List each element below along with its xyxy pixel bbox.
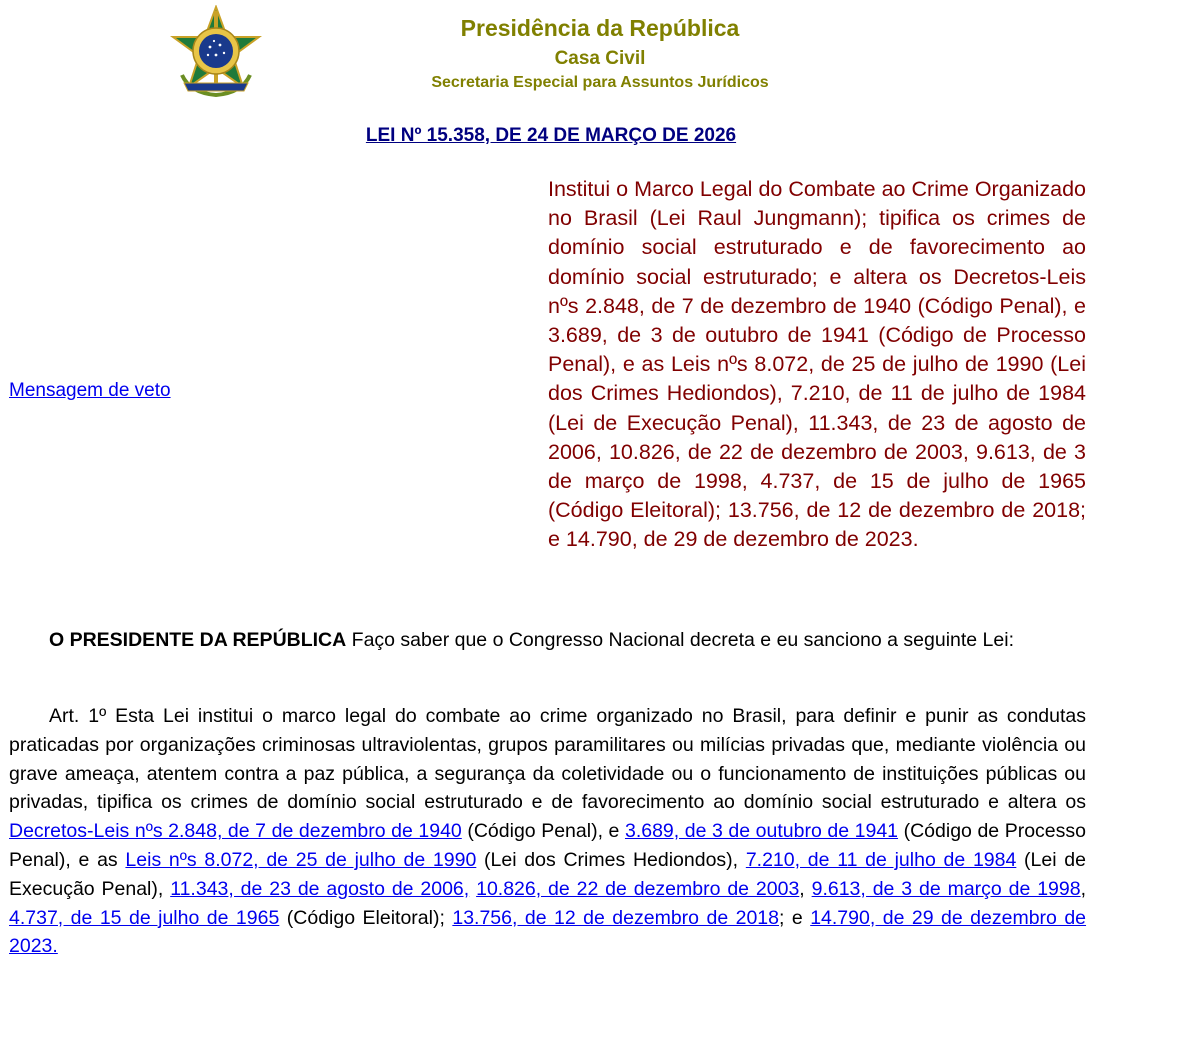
art1-text-4: (Lei de Execução Penal), (9, 848, 1086, 900)
link-decreto-3689[interactable]: 3.689, de 3 de outubro de 1941 (624, 820, 899, 843)
art1-text-2: (Código de Processo Penal), e as (9, 820, 1086, 871)
header-sub: Secretaria Especial para Assuntos Jurídicos (431, 74, 769, 91)
art1-text-8: ; e (779, 906, 811, 929)
link-lei-4737[interactable]: 4.737, de 15 de julho de 1965 (9, 906, 280, 929)
law-summary: Institui o Marco Legal do Combate ao Crime Organizado no Brasil (Lei Raul Jungmann); tipifica os crimes de domínio social estruturado e de favorecimento ao domínio social estruturado; e altera os Decretos-Leis nºs 2.848, de 7 de dezembro de 1940 (Código Penal), e 3.689, de 3 de outubro de 1941 (Código de Processo Penal), e as Leis nºs 8.072, de 25 de julho de 1990 (Lei dos Crimes Hediondos), 7.210, de 11 de julho de 1984 (Lei de Execução Penal), 11.343, de 23 de agosto de 2006, 10.826, de 22 de dezembro de 2003, 9.613, de 3 de março de 1998, 4.737, de 15 de julho de 1965 (Código Eleitoral); 13.756, de 12 de dezembro de 2018; e 14.790, de 29 de dezembro de 2023. (548, 177, 1086, 552)
link-lei-14790[interactable]: 14.790, de 29 de dezembro de 2023. (9, 906, 1087, 958)
preamble (9, 626, 1086, 655)
link-lei-10826[interactable]: 10.826, de 22 de dezembro de 2003 (476, 877, 800, 900)
link-lei-7210[interactable]: 7.210, de 11 de julho de 1984 (745, 848, 1017, 871)
article-1 (9, 702, 1086, 961)
link-lei-11343[interactable]: 11.343, de 23 de agosto de 2006, (170, 877, 470, 900)
art1-text-5: , (799, 877, 812, 900)
header-dept: Casa Civil (554, 48, 646, 69)
art1-text-3: (Lei dos Crimes Hediondos), (476, 848, 746, 871)
preamble-text: Faço saber que o Congresso Nacional decreta e eu sanciono a seguinte Lei: (346, 629, 1014, 651)
art1-text-1: (Código Penal), e (461, 820, 625, 843)
header-org: Presidência da República (460, 15, 740, 41)
link-lei-8072[interactable]: Leis nºs 8.072, de 25 de julho de 1990 (125, 848, 477, 871)
art1-text-7: (Código Eleitoral); (279, 906, 453, 929)
link-lei-13756[interactable]: 13.756, de 12 de dezembro de 2018 (452, 906, 780, 929)
veto-message-link[interactable]: Mensagem de veto (9, 380, 171, 401)
law-title[interactable]: LEI Nº 15.358, DE 24 DE MARÇO DE 2026 (365, 125, 737, 146)
link-lei-9613[interactable]: 9.613, de 3 de março de 1998 (811, 877, 1081, 900)
art1-intro: Art. 1º Esta Lei institui o marco legal do combate ao crime organizado no Brasil, para definir e punir as condutas praticadas por organizações criminosas ultraviolentas, grupos paramilitares ou milícias privadas que, mediante violência ou grave ameaça, atentem contra a paz pública, a segurança da coletividade ou o funcionamento de instituições públicas ou privadas, tipifica os crimes de domínio social estruturado e de favorecimento ao domínio social estruturado e altera os (9, 705, 1086, 814)
art1-text-6: , (1080, 877, 1087, 900)
coat-of-arms-logo (170, 5, 262, 97)
preamble-president: O PRESIDENTE DA REPÚBLICA (49, 629, 347, 651)
link-decreto-2848[interactable]: Decretos-Leis nºs 2.848, de 7 de dezembro de 1940 (9, 820, 462, 843)
